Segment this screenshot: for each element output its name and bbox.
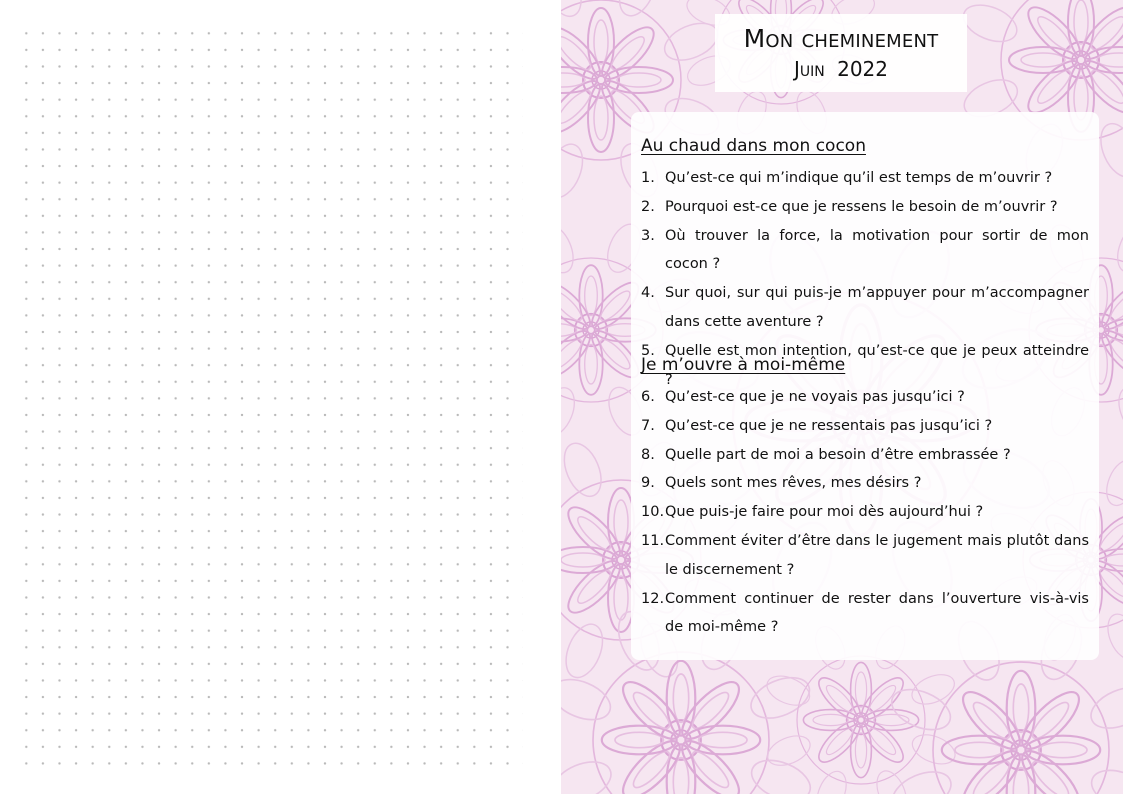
question-number: 12. — [641, 590, 665, 607]
question-item — [641, 585, 1089, 643]
question-item — [641, 469, 1089, 498]
journal-page — [561, 0, 1123, 794]
question-text: Comment continuer de rester dans l’ouverture vis-à-vis de moi-même ? — [665, 590, 1089, 636]
question-text: Comment éviter d’être dans le jugement mais plutôt dans le discernement ? — [665, 532, 1089, 578]
questions-panel — [631, 112, 1099, 660]
question-number: 4. — [641, 285, 655, 302]
dotted-page — [0, 0, 561, 794]
question-item — [641, 193, 1089, 222]
section-heading-cocon: Au chaud dans mon cocon — [641, 136, 866, 156]
question-text: Pourquoi est-ce que je ressens le besoin de m’ouvrir ? — [665, 198, 1058, 215]
question-item — [641, 527, 1089, 585]
question-text: Quelle est mon intention, qu’est-ce que je peux atteindre ? — [665, 342, 1089, 388]
question-number: 9. — [641, 475, 655, 492]
question-text: Quelle part de moi a besoin d’être embrassée ? — [665, 446, 1011, 463]
page-subtitle: Juin 2022 — [793, 57, 888, 81]
question-item — [641, 498, 1089, 527]
question-number: 7. — [641, 417, 655, 434]
question-item — [641, 383, 1089, 412]
question-item — [641, 279, 1089, 337]
question-number: 3. — [641, 227, 655, 244]
question-list-ouverture — [641, 383, 1089, 642]
section-heading-ouverture: Je m’ouvre à moi-même — [641, 355, 846, 375]
question-number: 5. — [641, 342, 655, 359]
dot-grid — [18, 25, 523, 775]
question-text: Sur quoi, sur qui puis-je m’appuyer pour m’accompagner dans cette aventure ? — [665, 285, 1089, 330]
question-text: Qu’est-ce qui m’indique qu’il est temps de m’ouvrir ? — [665, 170, 1053, 186]
question-number: 6. — [641, 389, 655, 405]
question-item — [641, 222, 1089, 280]
question-text: Quels sont mes rêves, mes désirs ? — [665, 475, 922, 492]
question-item — [641, 412, 1089, 441]
question-number: 10. — [641, 504, 665, 521]
question-number: 1. — [641, 170, 655, 186]
question-text: Qu’est-ce que je ne ressentais pas jusqu’ici ? — [665, 417, 993, 434]
question-number: 8. — [641, 446, 655, 463]
question-number: 11. — [641, 532, 665, 549]
question-item — [641, 441, 1089, 470]
question-text: Que puis-je faire pour moi dès aujourd’hui ? — [665, 504, 984, 521]
page-title: Mon cheminement — [743, 24, 939, 53]
question-number: 2. — [641, 198, 655, 215]
question-item — [641, 164, 1089, 193]
title-box — [715, 14, 967, 92]
question-text: Qu’est-ce que je ne voyais pas jusqu’ici ? — [665, 389, 965, 405]
question-text: Où trouver la force, la motivation pour sortir de mon cocon ? — [665, 227, 1089, 273]
